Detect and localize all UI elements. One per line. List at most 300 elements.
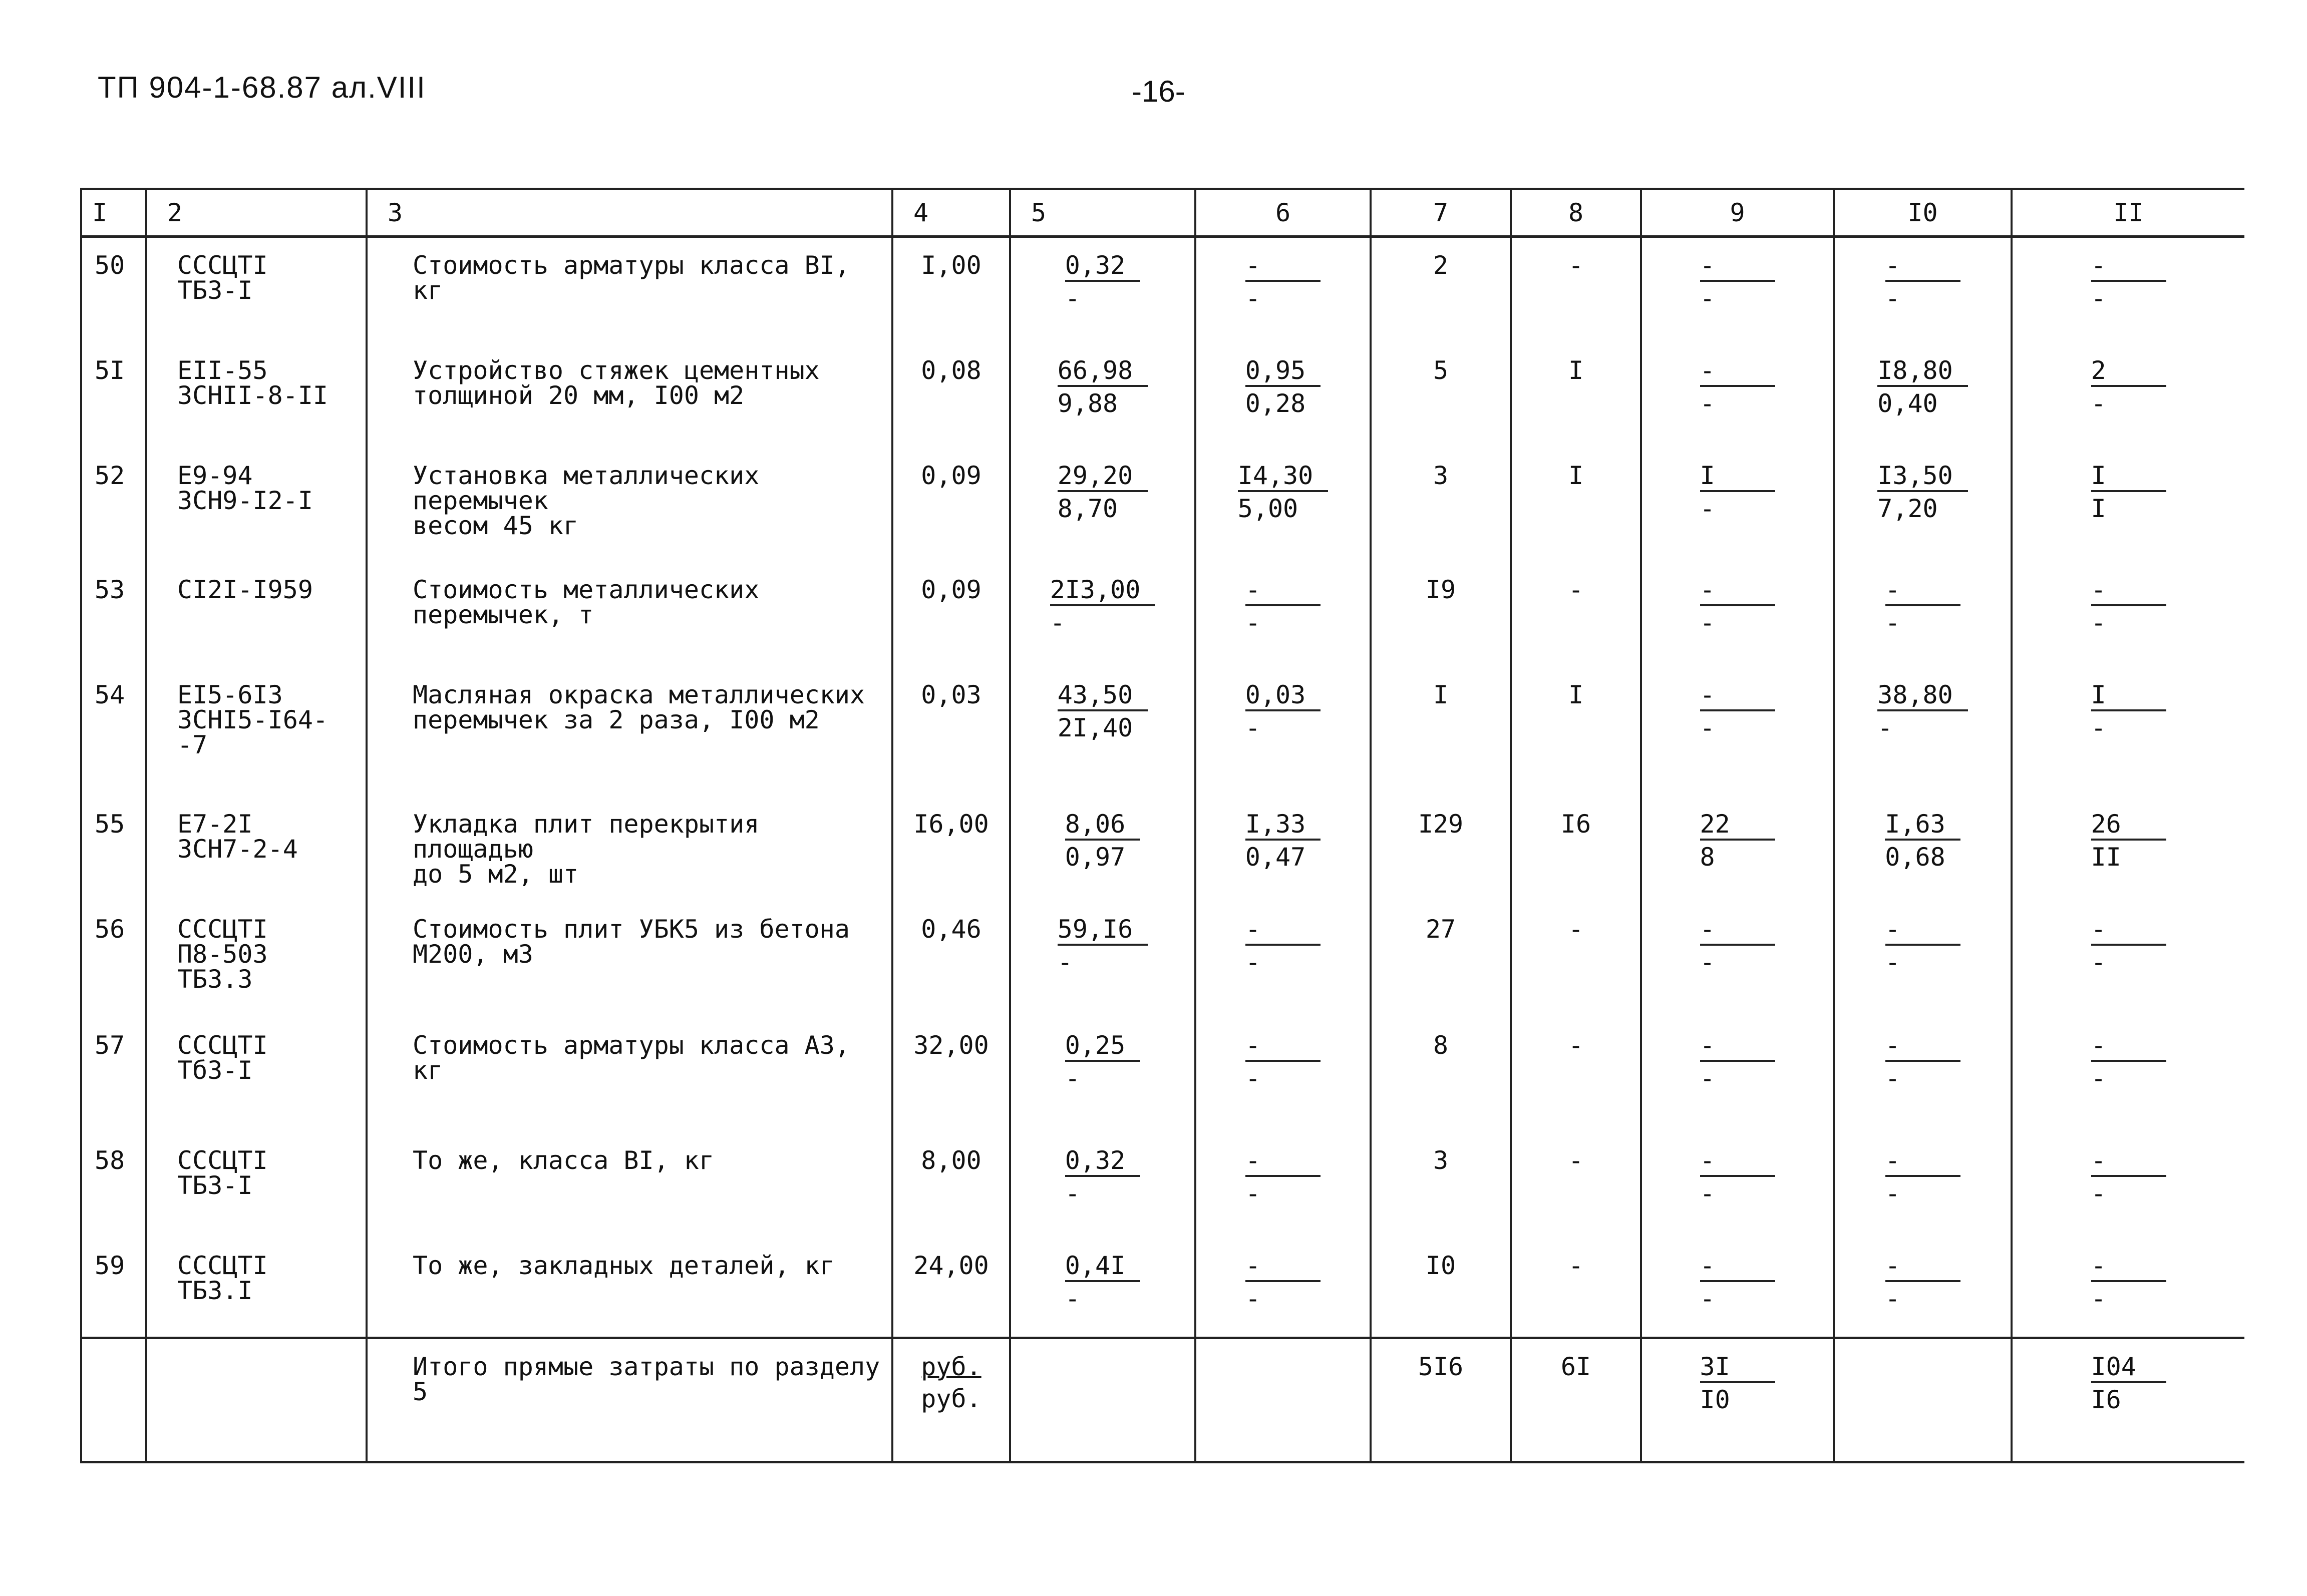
- fraction-value: [1877, 463, 1968, 522]
- total-row: [81, 1338, 2244, 1462]
- col11-value: [2012, 448, 2244, 562]
- fraction-numerator: -: [1245, 1148, 1321, 1177]
- fraction-numerator: I: [2091, 682, 2166, 711]
- col9-value: [1641, 343, 1834, 448]
- fraction-denominator: -: [2091, 713, 2106, 742]
- fraction-value: [2091, 1030, 2166, 1093]
- fraction-denominator: -: [1245, 1284, 1261, 1313]
- table-row: [81, 448, 2244, 562]
- fraction-numerator: I8,80: [1877, 358, 1968, 387]
- fraction-value: [2091, 355, 2166, 418]
- col6-value: [1195, 1238, 1371, 1338]
- fraction-denominator: 5,00: [1237, 494, 1298, 523]
- fraction-denominator: -: [1065, 284, 1080, 313]
- fraction-value: [1245, 253, 1321, 312]
- fraction-numerator: -: [1885, 917, 1960, 946]
- fraction-numerator: -: [1700, 253, 1775, 282]
- fraction-numerator: -: [2091, 1253, 2166, 1282]
- col8-value: -: [1511, 237, 1641, 343]
- fraction-denominator: I0: [1700, 1385, 1730, 1414]
- fraction-value: [1885, 1253, 1960, 1312]
- fraction-value: [1245, 914, 1321, 977]
- fraction-value: [1700, 682, 1775, 741]
- fraction-numerator: 0,32: [1065, 1148, 1140, 1177]
- fraction-denominator: -: [1245, 1063, 1261, 1093]
- fraction-denominator: 7,20: [1877, 494, 1938, 523]
- fraction-numerator: -: [1885, 1148, 1960, 1177]
- fraction-denominator: -: [1700, 1284, 1715, 1313]
- col5-value: [1010, 562, 1195, 667]
- fraction-denominator: -: [1885, 608, 1900, 637]
- col5-value: [1010, 1018, 1195, 1133]
- work-description: То же, закладных деталей, кг: [367, 1238, 892, 1338]
- col5-value: [1010, 667, 1195, 796]
- col8-value: I: [1511, 667, 1641, 796]
- fraction-numerator: I3,50: [1877, 463, 1968, 492]
- fraction-denominator: -: [1885, 1178, 1900, 1208]
- table-row: [81, 1238, 2244, 1338]
- fraction-numerator: 2: [2091, 358, 2166, 387]
- table-row: [81, 902, 2244, 1018]
- quantity: I,00: [892, 237, 1010, 343]
- row-number: 54: [81, 667, 146, 796]
- fraction-value: [1057, 914, 1148, 977]
- fraction-denominator: -: [1885, 1063, 1900, 1093]
- rate-code: ЕI5-6I3 ЗСНI5-I64- -7: [146, 667, 367, 796]
- fraction-numerator: I: [2091, 463, 2166, 492]
- row-number: 50: [81, 237, 146, 343]
- fraction-denominator: 2I,40: [1057, 713, 1133, 742]
- fraction-numerator: -: [2091, 253, 2166, 282]
- fraction-numerator: -: [1885, 1033, 1960, 1062]
- fraction-numerator: I,63: [1885, 812, 1960, 841]
- total-col11: [2012, 1338, 2244, 1462]
- work-description: Установка металлических перемычек весом 45 кг: [367, 448, 892, 562]
- row-number: 5I: [81, 343, 146, 448]
- col9-value: [1641, 1133, 1834, 1238]
- total-empty: [1834, 1338, 2012, 1462]
- quantity: 0,08: [892, 343, 1010, 448]
- col6-value: [1195, 667, 1371, 796]
- fraction-numerator: -: [1245, 1253, 1321, 1282]
- fraction-numerator: 66,98: [1058, 358, 1148, 387]
- fraction-value: [1245, 577, 1321, 636]
- total-empty: [81, 1338, 146, 1462]
- fraction-value: [1885, 914, 1960, 977]
- col9-value: [1641, 667, 1834, 796]
- fraction-denominator: -: [1700, 947, 1715, 977]
- fraction-numerator: -: [1700, 1148, 1775, 1177]
- col6-value: [1195, 796, 1371, 902]
- fraction-value: [1877, 682, 1968, 741]
- fraction-denominator: -: [1057, 947, 1073, 977]
- fraction-denominator: -: [1050, 608, 1065, 637]
- fraction-value: [2091, 914, 2166, 977]
- fraction-numerator: 8,06: [1065, 812, 1140, 841]
- col10-value: [1834, 1018, 2012, 1133]
- col8-value: I6: [1511, 796, 1641, 902]
- fraction-value: [1877, 355, 1968, 418]
- col6-value: [1195, 1018, 1371, 1133]
- fraction-value: [1245, 1253, 1321, 1312]
- page-number: -16-: [1132, 75, 1185, 108]
- col8-value: -: [1511, 1133, 1641, 1238]
- quantity: 0,03: [892, 667, 1010, 796]
- col11-value: [2012, 562, 2244, 667]
- col7-value: I9: [1371, 562, 1511, 667]
- col11-value: [2012, 1018, 2244, 1133]
- col9-value: [1641, 448, 1834, 562]
- table-row: [81, 796, 2244, 902]
- fraction-numerator: 3I: [1700, 1354, 1775, 1383]
- column-header: I: [81, 189, 146, 237]
- work-description: Устройство стяжек цементных толщиной 20 мм, I00 м2: [367, 343, 892, 448]
- col10-value: [1834, 562, 2012, 667]
- fraction-value: [1065, 1253, 1140, 1312]
- fraction-denominator: -: [1245, 608, 1261, 637]
- col6-value: [1195, 562, 1371, 667]
- table-row: [81, 1018, 2244, 1133]
- fraction-value: [1700, 355, 1775, 418]
- fraction-numerator: -: [1700, 577, 1775, 606]
- work-description: Стоимость плит УБК5 из бетона М200, м3: [367, 902, 892, 1018]
- fraction-numerator: I4,30: [1238, 463, 1329, 492]
- fraction-numerator: -: [1700, 1253, 1775, 1282]
- col11-value: [2012, 667, 2244, 796]
- fraction-denominator: -: [1065, 1178, 1080, 1208]
- fraction-denominator: -: [1700, 713, 1715, 742]
- column-header: 5: [1010, 189, 1195, 237]
- fraction-numerator: 26: [2091, 812, 2166, 841]
- fraction-denominator: -: [1245, 947, 1261, 977]
- fraction-value: [1700, 1030, 1775, 1093]
- col8-value: -: [1511, 562, 1641, 667]
- fraction-denominator: -: [1245, 1178, 1261, 1208]
- fraction-value: [1885, 1145, 1960, 1208]
- col7-value: I29: [1371, 796, 1511, 902]
- fraction-denominator: -: [2091, 1063, 2106, 1093]
- col11-value: [2012, 343, 2244, 448]
- fraction-value: [1245, 682, 1321, 741]
- fraction-denominator: -: [1700, 388, 1715, 418]
- total-col7: 5I6: [1371, 1338, 1511, 1462]
- fraction-denominator: 8: [1700, 842, 1715, 872]
- row-number: 57: [81, 1018, 146, 1133]
- fraction-denominator: -: [1245, 713, 1260, 742]
- table-row: [81, 237, 2244, 343]
- fraction-value: [1065, 1030, 1140, 1093]
- fraction-denominator: -: [1065, 1284, 1080, 1313]
- column-header: 4: [892, 189, 1010, 237]
- fraction-numerator: 43,50: [1058, 682, 1148, 711]
- col10-value: [1834, 237, 2012, 343]
- col8-value: -: [1511, 1238, 1641, 1338]
- fraction-value: [1885, 253, 1960, 312]
- fraction-value: [1245, 1030, 1321, 1093]
- col8-value: I: [1511, 448, 1641, 562]
- fraction-value: [1057, 355, 1148, 418]
- fraction-numerator: I04: [2091, 1354, 2166, 1383]
- col10-value: [1834, 448, 2012, 562]
- fraction-value: [1245, 1145, 1321, 1208]
- column-header: 9: [1641, 189, 1834, 237]
- col11-value: [2012, 796, 2244, 902]
- fraction-denominator: II: [2091, 842, 2121, 872]
- col7-value: 27: [1371, 902, 1511, 1018]
- fraction-denominator: 8,70: [1057, 494, 1118, 523]
- quantity: 32,00: [892, 1018, 1010, 1133]
- column-header: 7: [1371, 189, 1511, 237]
- row-number: 52: [81, 448, 146, 562]
- col7-value: I0: [1371, 1238, 1511, 1338]
- quantity: 0,09: [892, 448, 1010, 562]
- fraction-value: [2091, 682, 2166, 741]
- rate-code: СССЦТI ТБЗ.I: [146, 1238, 367, 1338]
- col5-value: [1010, 343, 1195, 448]
- fraction-denominator: -: [1885, 1284, 1900, 1313]
- col5-value: [1010, 448, 1195, 562]
- col5-value: [1010, 902, 1195, 1018]
- col9-value: [1641, 796, 1834, 902]
- col9-value: [1641, 1018, 1834, 1133]
- rate-code: Е9-94 ЗСН9-I2-I: [146, 448, 367, 562]
- col9-value: [1641, 562, 1834, 667]
- column-header: 3: [367, 189, 892, 237]
- fraction-denominator: -: [1885, 947, 1900, 977]
- total-label: Итого прямые затраты по разделу 5: [367, 1338, 892, 1462]
- fraction-numerator: I,33: [1245, 812, 1321, 841]
- fraction-numerator: 2I3,00: [1050, 577, 1156, 606]
- col10-value: [1834, 343, 2012, 448]
- estimate-table: [80, 188, 2244, 1463]
- total-empty: [146, 1338, 367, 1462]
- fraction-denominator: 0,68: [1885, 842, 1945, 872]
- fraction-denominator: -: [1065, 1063, 1080, 1093]
- table-row: [81, 343, 2244, 448]
- col6-value: [1195, 448, 1371, 562]
- rate-code: СССЦТI ТбЗ-I: [146, 1018, 367, 1133]
- fraction-numerator: -: [1245, 1033, 1321, 1062]
- fraction-value: [1700, 809, 1775, 872]
- fraction-value: [2091, 1253, 2166, 1312]
- fraction-numerator: 0,4I: [1065, 1253, 1140, 1282]
- col8-value: -: [1511, 902, 1641, 1018]
- column-header: 2: [146, 189, 367, 237]
- col9-value: [1641, 1238, 1834, 1338]
- row-number: 58: [81, 1133, 146, 1238]
- fraction-numerator: 0,25: [1065, 1033, 1140, 1062]
- col7-value: 8: [1371, 1018, 1511, 1133]
- col9-value: [1641, 902, 1834, 1018]
- rate-code: СССЦТI ТБЗ-I: [146, 237, 367, 343]
- fraction-denominator: -: [2091, 1284, 2106, 1313]
- fraction-numerator: -: [1700, 682, 1775, 711]
- fraction-numerator: -: [1700, 1033, 1775, 1062]
- col10-value: [1834, 667, 2012, 796]
- fraction-denominator: -: [1700, 1063, 1715, 1093]
- fraction-value: [2091, 1145, 2166, 1208]
- col10-value: [1834, 902, 2012, 1018]
- fraction-numerator: 0,03: [1245, 682, 1321, 711]
- fraction-denominator: -: [1700, 1178, 1715, 1208]
- fraction-value: [1700, 253, 1775, 312]
- fraction-value: [2091, 253, 2166, 312]
- fraction-denominator: I: [2091, 494, 2106, 523]
- column-header: I0: [1834, 189, 2012, 237]
- table-row: [81, 562, 2244, 667]
- fraction-value: [2091, 1354, 2166, 1413]
- col7-value: I: [1371, 667, 1511, 796]
- unit-bottom: руб.: [921, 1384, 981, 1413]
- fraction-value: [1065, 253, 1140, 312]
- col9-value: [1641, 237, 1834, 343]
- rate-code: CI2I-I959: [146, 562, 367, 667]
- col6-value: [1195, 1133, 1371, 1238]
- work-description: Масляная окраска металлических перемычек за 2 раза, I00 м2: [367, 667, 892, 796]
- col6-value: [1195, 902, 1371, 1018]
- total-empty: [1195, 1338, 1371, 1462]
- table-row: [81, 667, 2244, 796]
- col8-value: I: [1511, 343, 1641, 448]
- col5-value: [1010, 237, 1195, 343]
- fraction-denominator: 0,28: [1245, 388, 1306, 418]
- fraction-numerator: I: [1700, 463, 1775, 492]
- total-empty: [1010, 1338, 1195, 1462]
- column-header: 8: [1511, 189, 1641, 237]
- work-description: Стоимость металлических перемычек, т: [367, 562, 892, 667]
- col7-value: 5: [1371, 343, 1511, 448]
- fraction-denominator: -: [1700, 284, 1715, 313]
- fraction-numerator: 0,32: [1065, 253, 1140, 282]
- fraction-numerator: -: [1885, 577, 1960, 606]
- fraction-numerator: -: [1700, 358, 1775, 387]
- col10-value: [1834, 1133, 2012, 1238]
- quantity: 0,09: [892, 562, 1010, 667]
- total-col8: 6I: [1511, 1338, 1641, 1462]
- fraction-numerator: 22: [1700, 812, 1775, 841]
- fraction-denominator: I6: [2091, 1385, 2121, 1414]
- col7-value: 3: [1371, 448, 1511, 562]
- row-number: 53: [81, 562, 146, 667]
- col11-value: [2012, 1133, 2244, 1238]
- fraction-value: [1700, 1145, 1775, 1208]
- col6-value: [1195, 343, 1371, 448]
- fraction-denominator: -: [2091, 947, 2106, 977]
- column-number-row: [81, 189, 2244, 237]
- fraction-denominator: -: [2091, 284, 2106, 313]
- table-row: [81, 1133, 2244, 1238]
- column-header: II: [2012, 189, 2244, 237]
- fraction-denominator: -: [2091, 388, 2106, 418]
- fraction-value: [1700, 914, 1775, 977]
- fraction-value: [2091, 809, 2166, 872]
- fraction-denominator: -: [1245, 284, 1261, 313]
- fraction-denominator: -: [1877, 713, 1893, 742]
- fraction-value: [1238, 463, 1329, 522]
- row-number: 56: [81, 902, 146, 1018]
- rate-code: ЕII-55 ЗСНII-8-II: [146, 343, 367, 448]
- fraction-numerator: -: [2091, 1033, 2166, 1062]
- document-code: ТП 904-1-68.87 ал.VIII: [98, 71, 426, 104]
- quantity: 24,00: [892, 1238, 1010, 1338]
- work-description: То же, класса ВI, кг: [367, 1133, 892, 1238]
- fraction-numerator: 59,I6: [1058, 917, 1148, 946]
- total-col9: [1641, 1338, 1834, 1462]
- fraction-denominator: -: [2091, 608, 2106, 637]
- fraction-denominator: 0,97: [1065, 842, 1126, 872]
- fraction-denominator: 0,47: [1245, 842, 1306, 872]
- col5-value: [1010, 1238, 1195, 1338]
- col10-value: [1834, 796, 2012, 902]
- column-header: 6: [1195, 189, 1371, 237]
- fraction-numerator: -: [1700, 917, 1775, 946]
- fraction-denominator: 9,88: [1057, 388, 1118, 418]
- fraction-value: [2091, 577, 2166, 636]
- fraction-value: [1245, 355, 1321, 418]
- col5-value: [1010, 796, 1195, 902]
- fraction-value: [1700, 577, 1775, 636]
- row-number: 55: [81, 796, 146, 902]
- rate-code: СССЦТI ТБЗ-I: [146, 1133, 367, 1238]
- fraction-denominator: 0,40: [1877, 388, 1938, 418]
- fraction-value: [1700, 1354, 1775, 1413]
- col7-value: 3: [1371, 1133, 1511, 1238]
- fraction-value: [1065, 809, 1140, 872]
- fraction-denominator: -: [1885, 284, 1900, 313]
- work-description: Укладка плит перекрытия площадью до 5 м2, шт: [367, 796, 892, 902]
- col6-value: [1195, 237, 1371, 343]
- fraction-value: [1065, 1145, 1140, 1208]
- col10-value: [1834, 1238, 2012, 1338]
- col11-value: [2012, 237, 2244, 343]
- fraction-numerator: -: [1885, 253, 1960, 282]
- fraction-value: [1700, 463, 1775, 522]
- fraction-value: [2091, 463, 2166, 522]
- unit-top: руб.: [921, 1352, 981, 1381]
- quantity: 0,46: [892, 902, 1010, 1018]
- fraction-numerator: 38,80: [1877, 682, 1968, 711]
- fraction-numerator: 29,20: [1058, 463, 1148, 492]
- fraction-value: [1245, 809, 1321, 872]
- rate-code: СССЦТI П8-503 ТБЗ.3: [146, 902, 367, 1018]
- fraction-numerator: -: [2091, 917, 2166, 946]
- fraction-value: [1050, 577, 1156, 636]
- work-description: Стоимость арматуры класса АЗ, кг: [367, 1018, 892, 1133]
- col8-value: -: [1511, 1018, 1641, 1133]
- unit-pair: [921, 1354, 981, 1411]
- fraction-value: [1885, 577, 1960, 636]
- fraction-value: [1885, 809, 1960, 872]
- fraction-value: [1058, 463, 1148, 522]
- fraction-numerator: -: [1245, 253, 1321, 282]
- fraction-numerator: 0,95: [1245, 358, 1321, 387]
- fraction-numerator: -: [1245, 917, 1321, 946]
- fraction-denominator: -: [1700, 608, 1715, 637]
- fraction-denominator: -: [2091, 1178, 2106, 1208]
- fraction-value: [1700, 1253, 1775, 1312]
- quantity: I6,00: [892, 796, 1010, 902]
- quantity: 8,00: [892, 1133, 1010, 1238]
- col7-value: 2: [1371, 237, 1511, 343]
- fraction-denominator: -: [1700, 494, 1715, 523]
- fraction-numerator: -: [1885, 1253, 1960, 1282]
- col5-value: [1010, 1133, 1195, 1238]
- col11-value: [2012, 902, 2244, 1018]
- row-number: 59: [81, 1238, 146, 1338]
- fraction-value: [1885, 1030, 1960, 1093]
- fraction-value: [1058, 682, 1148, 741]
- rate-code: Е7-2I ЗСН7-2-4: [146, 796, 367, 902]
